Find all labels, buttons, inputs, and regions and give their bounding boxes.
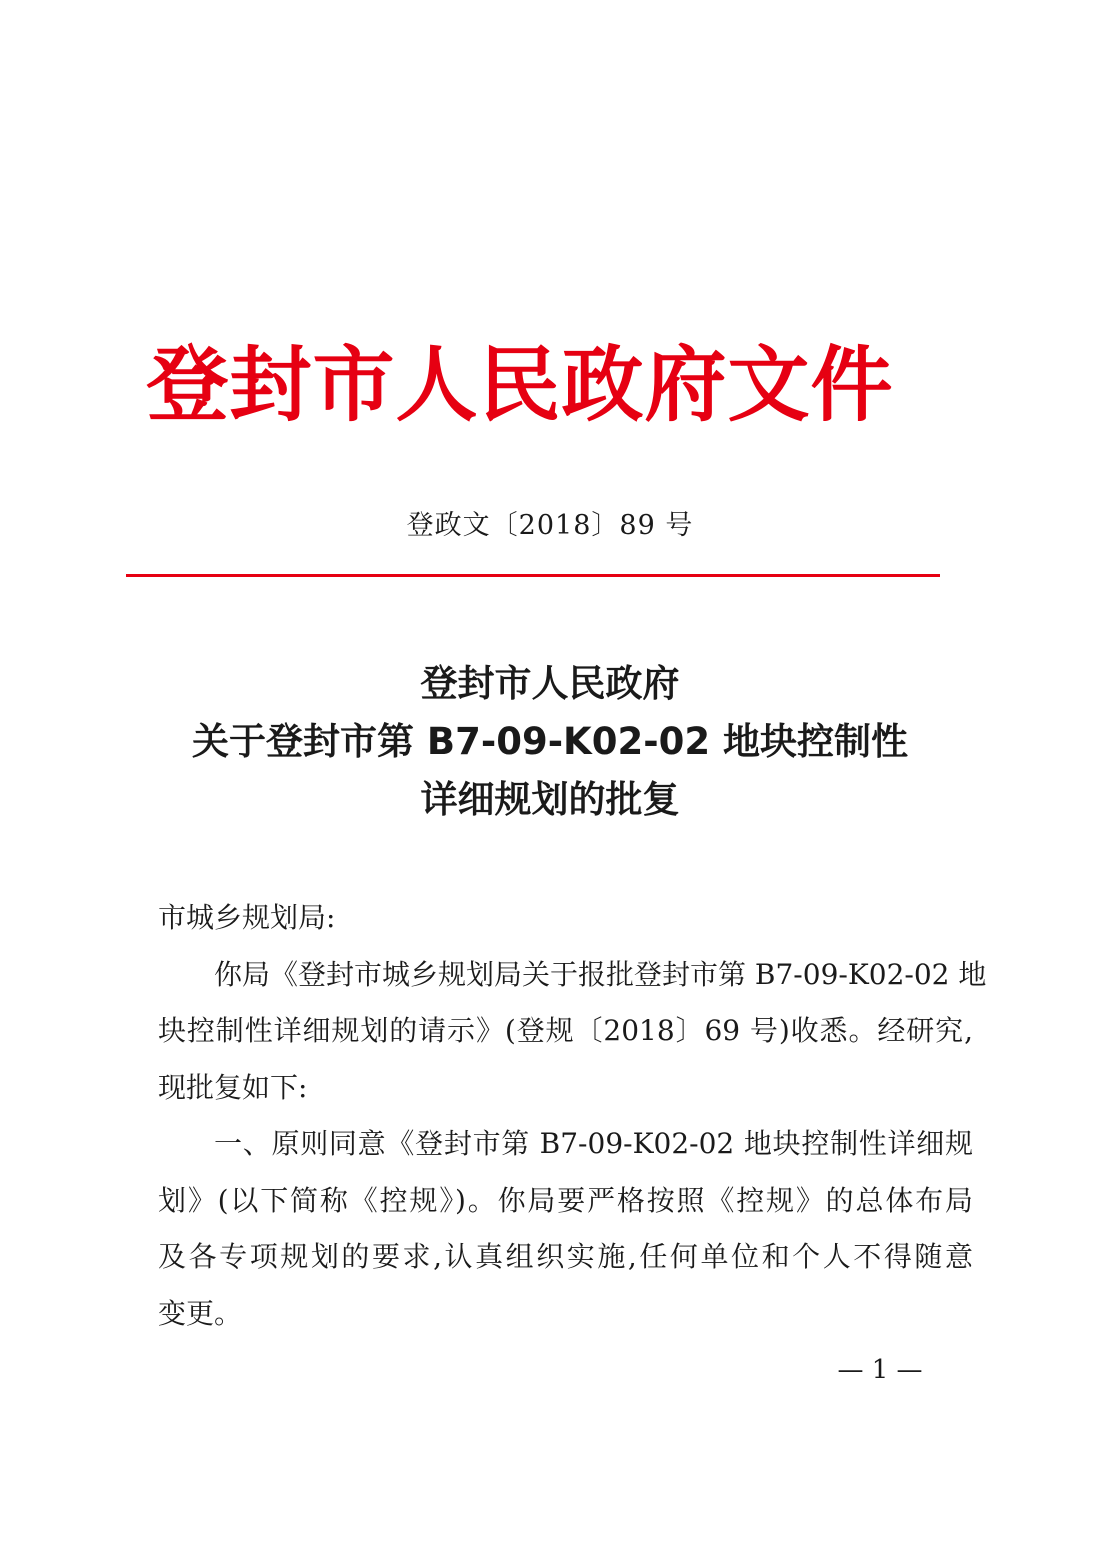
paragraph-line: 一、原则同意《登封市第 B7-09-K02-02 地块控制性详细规: [214, 1127, 973, 1160]
title-line-1: 登封市人民政府: [420, 662, 680, 705]
paragraph-1: [158, 947, 987, 1117]
paragraph-2: [158, 1116, 973, 1342]
paragraph-line: 变更。: [158, 1296, 243, 1330]
masthead-title: 登封市人民政府文件: [146, 338, 894, 433]
document-title: [0, 655, 1100, 829]
paragraph-line: 及各专项规划的要求,认真组织实施,任何单位和个人不得随意: [158, 1240, 973, 1273]
salutation: 市城乡规划局:: [158, 901, 336, 934]
title-line-3: 详细规划的批复: [420, 778, 680, 821]
title-line-2: 关于登封市第 B7-09-K02-02 地块控制性: [192, 720, 908, 763]
document-number: 登政文〔2018〕89 号: [406, 510, 694, 541]
paragraph-line: 划》(以下简称《控规》)。你局要严格按照《控规》的总体布局: [158, 1183, 973, 1217]
paragraph-line: 块控制性详细规划的请示》(登规〔2018〕69 号)收悉。经研究,: [158, 1014, 973, 1047]
document-body: [158, 890, 987, 1342]
paragraph-line: 现批复如下:: [158, 1070, 308, 1104]
paragraph-line: 你局《登封市城乡规划局关于报批登封市第 B7-09-K02-02 地: [214, 957, 987, 991]
red-divider-line: [126, 574, 940, 577]
page-number: — 1 —: [837, 1355, 923, 1385]
